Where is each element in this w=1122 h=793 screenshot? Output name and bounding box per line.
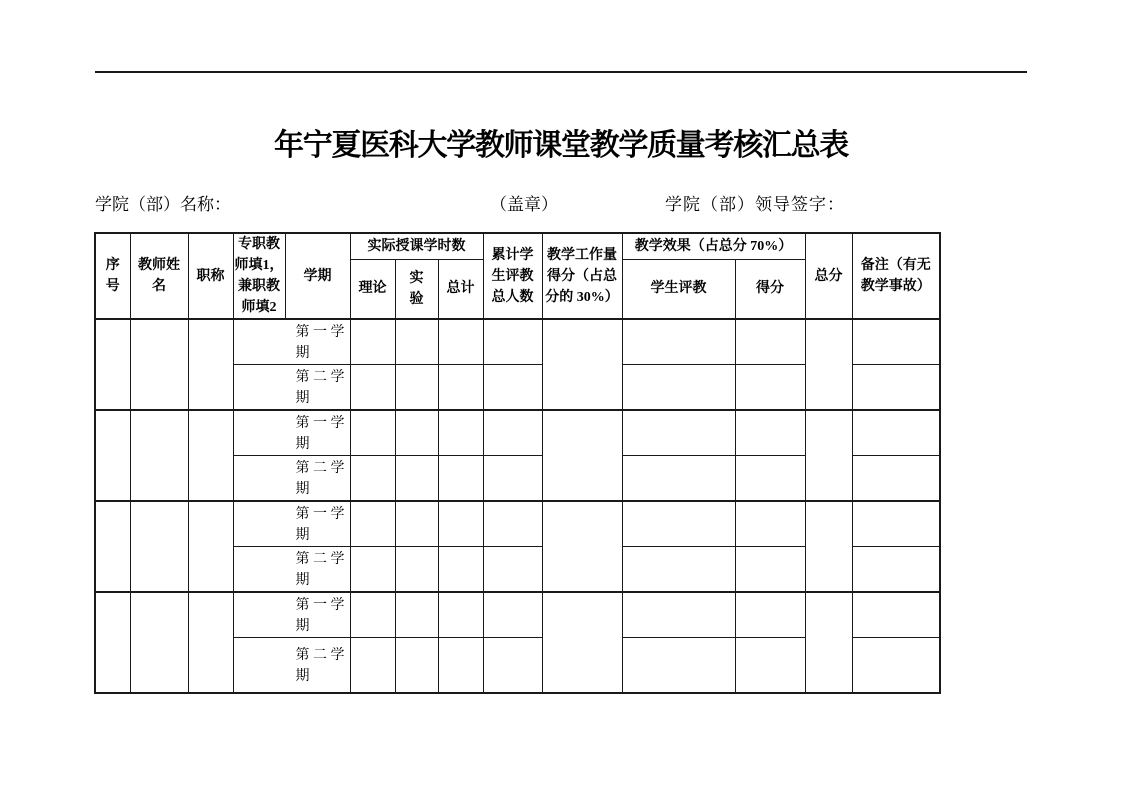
data-cell-empty <box>350 638 395 693</box>
data-cell-empty <box>188 319 233 410</box>
data-cell-empty <box>622 592 735 638</box>
data-cell-empty <box>95 592 130 693</box>
data-cell-empty <box>395 365 438 411</box>
data-cell-empty <box>95 501 130 592</box>
header-score: 得分 <box>735 259 805 319</box>
data-cell-empty <box>805 319 852 410</box>
data-cell-empty <box>735 410 805 456</box>
data-cell-empty <box>130 501 188 592</box>
data-cell-empty <box>483 501 542 547</box>
data-cell-empty <box>130 410 188 501</box>
header-total: 总计 <box>438 259 483 319</box>
data-cell-empty <box>622 456 735 502</box>
semester-cell: 第一学期 <box>233 319 350 365</box>
data-cell-empty <box>350 592 395 638</box>
department-name-label: 学院（部）名称： <box>95 195 231 214</box>
data-cell-empty <box>483 547 542 593</box>
leader-signature-label: 学院（部）领导签字： <box>665 195 845 214</box>
data-cell-empty <box>438 501 483 547</box>
data-cell-empty <box>483 319 542 365</box>
header-rule <box>95 71 1027 73</box>
data-cell-empty <box>438 592 483 638</box>
header-professional-title: 职称 <box>188 233 233 319</box>
data-cell-empty <box>805 592 852 693</box>
data-cell-empty <box>438 638 483 693</box>
data-cell-empty <box>438 319 483 365</box>
data-cell-empty <box>350 456 395 502</box>
semester-cell: 第一学期 <box>233 410 350 456</box>
data-cell-empty <box>622 319 735 365</box>
data-cell-empty <box>483 592 542 638</box>
semester-cell: 第二学期 <box>233 456 350 502</box>
header-teacher-name: 教师姓名 <box>130 233 188 319</box>
data-cell-empty <box>483 456 542 502</box>
data-cell-empty <box>395 410 438 456</box>
data-cell-empty <box>438 456 483 502</box>
data-cell-empty <box>188 592 233 693</box>
data-cell-empty <box>395 319 438 365</box>
data-cell-empty <box>735 456 805 502</box>
data-cell-empty <box>735 501 805 547</box>
data-cell-empty <box>188 501 233 592</box>
header-actual-teaching-hours: 实际授课学时数 <box>350 233 483 259</box>
data-cell-empty <box>542 319 622 410</box>
data-cell-empty <box>622 410 735 456</box>
data-cell-empty <box>852 410 940 456</box>
header-semester: 学期 <box>285 233 350 319</box>
data-cell-empty <box>395 547 438 593</box>
data-cell-empty <box>542 592 622 693</box>
data-cell-empty <box>95 319 130 410</box>
semester-cell: 第二学期 <box>233 638 350 693</box>
data-cell-empty <box>735 638 805 693</box>
data-cell-empty <box>395 456 438 502</box>
data-cell-empty <box>350 319 395 365</box>
data-cell-empty <box>438 365 483 411</box>
header-teaching-effect: 教学效果（占总分 70%） <box>622 233 805 259</box>
data-cell-empty <box>622 365 735 411</box>
data-cell-empty <box>622 501 735 547</box>
data-cell-empty <box>188 410 233 501</box>
data-cell-empty <box>735 547 805 593</box>
header-index: 序号 <box>95 233 130 319</box>
semester-cell: 第一学期 <box>233 592 350 638</box>
semester-cell: 第二学期 <box>233 547 350 593</box>
data-cell-empty <box>438 410 483 456</box>
assessment-summary-table <box>94 232 941 694</box>
data-cell-empty <box>852 456 940 502</box>
semester-cell: 第一学期 <box>233 501 350 547</box>
data-cell-empty <box>852 592 940 638</box>
data-cell-empty <box>130 592 188 693</box>
data-cell-empty <box>852 501 940 547</box>
data-cell-empty <box>483 365 542 411</box>
header-cumulative-student-evaluators: 累计学生评教总人数 <box>483 233 542 319</box>
header-student-evaluation: 学生评教 <box>622 259 735 319</box>
data-cell-empty <box>622 638 735 693</box>
data-cell-empty <box>622 547 735 593</box>
semester-cell: 第二学期 <box>233 365 350 411</box>
data-cell-empty <box>395 501 438 547</box>
data-cell-empty <box>483 638 542 693</box>
header-workload-score: 教学工作量得分（占总分的 30%） <box>542 233 622 319</box>
data-cell-empty <box>852 319 940 365</box>
data-cell-empty <box>350 501 395 547</box>
data-cell-empty <box>130 319 188 410</box>
data-cell-empty <box>438 547 483 593</box>
data-cell-empty <box>395 592 438 638</box>
data-cell-empty <box>542 501 622 592</box>
data-cell-empty <box>735 365 805 411</box>
data-cell-empty <box>542 410 622 501</box>
page-title: 年宁夏医科大学教师课堂教学质量考核汇总表 <box>274 129 848 162</box>
header-experiment: 实验 <box>395 259 438 319</box>
data-cell-empty <box>852 365 940 411</box>
data-cell-empty <box>852 547 940 593</box>
data-cell-empty <box>805 410 852 501</box>
data-cell-empty <box>350 410 395 456</box>
header-theory: 理论 <box>350 259 395 319</box>
header-total-score: 总分 <box>805 233 852 319</box>
data-cell-empty <box>350 365 395 411</box>
data-cell-empty <box>735 319 805 365</box>
data-cell-empty <box>483 410 542 456</box>
data-cell-empty <box>395 638 438 693</box>
data-cell-empty <box>805 501 852 592</box>
data-cell-empty <box>852 638 940 693</box>
header-remarks: 备注（有无教学事故） <box>852 233 940 319</box>
header-employment-type-note: 专职教师填1，兼职教师填2 <box>233 233 285 319</box>
seal-label: （盖章） <box>490 195 558 214</box>
data-cell-empty <box>735 592 805 638</box>
data-cell-empty <box>350 547 395 593</box>
data-cell-empty <box>95 410 130 501</box>
